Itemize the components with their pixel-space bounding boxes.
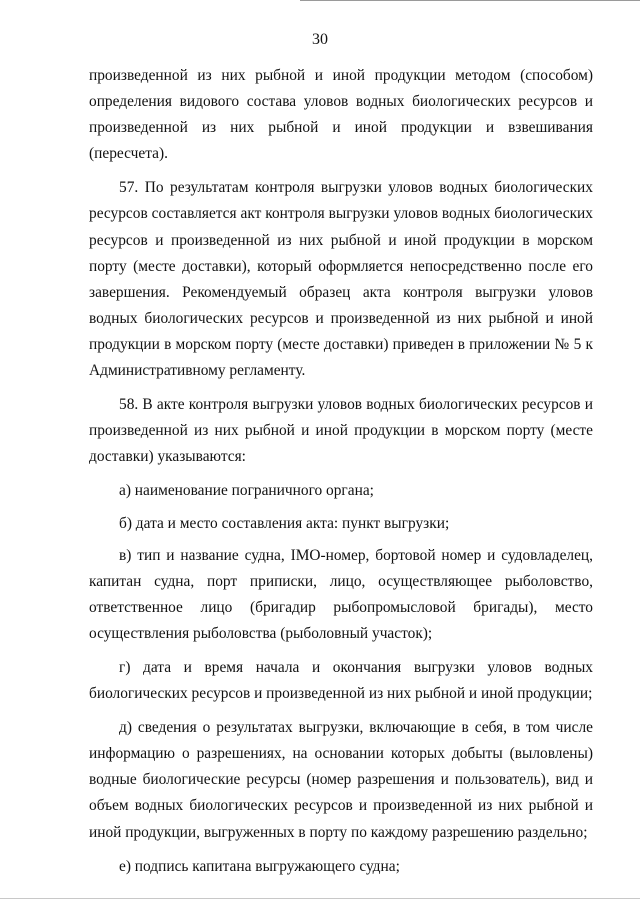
bottom-edge-line (0, 898, 640, 899)
list-item-d: д) сведения о результатах выгрузки, включающие в себя, в том числе информацию о разрешениях, на основании которых добыты (выловлены) водные биологические ресурсы (номер разрешения и пользователь), вид и объем водных биологических ресурсов и произведенной из них рыбной и иной продукции, выгруженных в порту по каждому разрешению раздельно; (89, 719, 593, 841)
paragraph-58: 58. В акте контроля выгрузки уловов водных биологических ресурсов и произведенной из них рыбной и иной продукции в морском порту (месте доставки) указываются: (89, 396, 593, 466)
top-edge-line (300, 0, 640, 1)
list-item-g: г) дата и время начала и окончания выгрузки уловов водных биологических ресурсов и произведенной из них рыбной и иной продукции; (89, 658, 593, 703)
list-item-v: в) тип и название судна, IMO-номер, бортовой номер и судовладелец, капитан судна, порт приписки, лицо, осуществляющее рыболовство, ответственное лицо (бригадир рыбопромысловой бригады), место осуществления рыболовства (рыболовный участок); (89, 546, 593, 642)
document-body (89, 63, 593, 888)
list-item-a: а) наименование пограничного органа; (119, 482, 374, 500)
paragraph-continuation: произведенной из них рыбной и иной продукции методом (способом) определения видового состава уловов водных биологических ресурсов и произведенной из них рыбной и иной продукции и взвешивания (пересчета). (89, 67, 593, 163)
list-item-e: е) подпись капитана выгружающего судна; (119, 857, 400, 875)
list-item-b: б) дата и место составления акта: пункт выгрузки; (119, 514, 450, 532)
page-number: 30 (312, 31, 328, 48)
paragraph-57: 57. По результатам контроля выгрузки уловов водных биологических ресурсов составляется акт контроля выгрузки уловов водных биологических ресурсов и произведенной из них рыбной и иной продукции в морском порту (месте доставки), который оформляется непосредственно после его завершения. Рекомендуемый образец акта контроля выгрузки уловов водных биологических ресурсов и произведенной из них рыбной и иной продукции в морском порту (месте доставки) приведен в приложении № 5 к Административному регламенту. (89, 179, 593, 380)
